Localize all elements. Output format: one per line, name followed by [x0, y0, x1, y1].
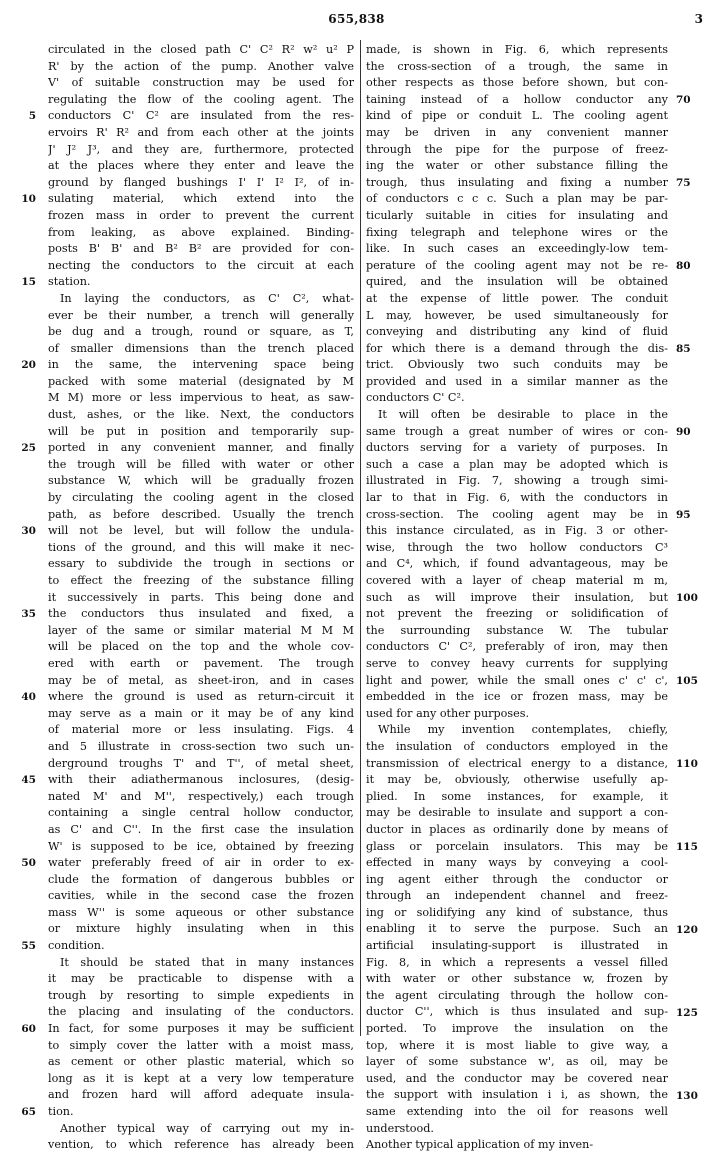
- left-column-line: in the same, the intervening space being: [48, 358, 354, 372]
- right-column-line: provided and used in a similar manner as the: [366, 374, 668, 388]
- left-column-line: and 5 illustrate in cross-section two such un-: [48, 739, 354, 753]
- left-column-line: circulated in the closed path C' C² R² w² u² P: [48, 43, 354, 56]
- right-column-line: layer of some substance w', as oil, may be: [366, 1055, 668, 1069]
- line-number: 55: [21, 940, 36, 953]
- left-column-line: ground by flanged bushings I' I' I² I², of in-: [48, 175, 354, 189]
- left-column-line: ported in any convenient manner, and finally: [48, 441, 354, 455]
- right-column-line: embedded in the ice or frozen mass, may be: [366, 690, 668, 704]
- right-column-line: ductors serving for a variety of purposes. In: [366, 441, 668, 455]
- left-column-line: M M) more or less impervious to heat, as saw-: [48, 391, 354, 405]
- left-column-line: may serve as a main or it may be of any kind: [48, 706, 354, 720]
- left-column-line: with their adiathermanous inclosures, (desig-: [48, 773, 354, 787]
- left-column-line: it may be practicable to dispense with a: [48, 972, 354, 986]
- right-column-line: conveying and distributing any kind of fluid: [366, 325, 668, 339]
- page-header: [0, 12, 713, 30]
- right-column-line: effected in many ways by conveying a cool-: [366, 856, 668, 870]
- right-column-line: covered with a layer of cheap material m m,: [366, 574, 668, 587]
- left-column-line: from leaking, as above explained. Binding-: [48, 225, 354, 239]
- left-column-line: may be of metal, as sheet-iron, and in cases: [48, 673, 354, 687]
- right-column-line: used, and the conductor may be covered near: [366, 1071, 668, 1085]
- left-column-line: as C' and C''. In the first case the insulation: [48, 822, 354, 836]
- left-column-line: where the ground is used as return-circuit it: [48, 690, 354, 704]
- left-column-line: nated M' and M'', respectively,) each trough: [48, 789, 354, 803]
- right-column-line: top, where it is most liable to give way, a: [366, 1038, 668, 1052]
- line-number: 120: [676, 923, 698, 936]
- line-number: 110: [676, 757, 698, 770]
- left-column-line: and frozen hard will afford adequate insula-: [48, 1088, 354, 1102]
- left-column-line: In fact, for some purposes it may be sufficient: [48, 1022, 354, 1036]
- right-column-line: the agent circulating through the hollow con-: [366, 988, 668, 1002]
- right-column-line: fixing telegraph and telephone wires or the: [366, 225, 668, 239]
- left-column-line: R' by the action of the pump. Another valve: [48, 59, 354, 73]
- left-column-line: sulating material, which extend into the: [48, 192, 354, 206]
- left-column-line: dust, ashes, or the like. Next, the conductors: [48, 408, 354, 422]
- left-column-line: In laying the conductors, as C' C², what-: [60, 291, 354, 305]
- left-column-line: water preferably freed of air in order to ex-: [48, 856, 354, 870]
- right-column-line: L may, however, be used simultaneously for: [366, 308, 668, 322]
- patent-number: 655,838: [328, 12, 385, 26]
- left-column-line: path, as before described. Usually the trench: [48, 507, 354, 521]
- line-number: 25: [21, 442, 36, 455]
- right-column-line: the insulation of conductors employed in the: [366, 739, 668, 753]
- right-column-line: quired, and the insulation will be obtained: [366, 275, 668, 289]
- right-column-line: perature of the cooling agent may not be re-: [366, 258, 668, 272]
- line-number: 75: [676, 176, 691, 189]
- left-column-line: Another typical way of carrying out my in-: [60, 1121, 354, 1135]
- left-column-line: it successively in parts. This being done and: [48, 590, 354, 604]
- right-column-line: wise, through the two hollow conductors C³: [366, 540, 668, 554]
- right-column-line: trough, thus insulating and fixing a number: [366, 175, 668, 189]
- line-number: 35: [21, 608, 36, 621]
- left-column-line: tions of the ground, and this will make it nec-: [48, 540, 354, 554]
- line-number: 10: [21, 193, 36, 206]
- left-column-line: of material more or less insulating. Figs. 4: [48, 723, 354, 737]
- right-column-line: lar to that in Fig. 6, with the conductors in: [366, 491, 668, 505]
- left-column-line: derground troughs T' and T'', of metal sheet,: [48, 756, 354, 770]
- right-column: [366, 42, 668, 1154]
- line-number: 105: [676, 674, 698, 687]
- right-column-line: understood.: [366, 1121, 434, 1135]
- right-column-line: illustrated in Fig. 7, showing a trough simi-: [366, 474, 668, 488]
- left-column-line: vention, to which reference has already been: [48, 1138, 354, 1152]
- left-column-line: condition.: [48, 939, 105, 953]
- right-column-line: with water or other substance w, frozen by: [366, 972, 668, 986]
- right-column-line: light and power, while the small ones c' c' c',: [366, 673, 668, 687]
- right-column-line: enabling it to serve the purpose. Such an: [366, 922, 668, 936]
- right-column-line: the cross-section of a trough, the same in: [366, 59, 668, 73]
- line-number: 95: [676, 508, 691, 521]
- right-column-line: like. In such cases an exceedingly-low tem-: [366, 242, 668, 256]
- right-column-line: artificial insulating-support is illustrated in: [366, 939, 668, 953]
- line-number: 90: [676, 425, 691, 438]
- line-number: 50: [21, 857, 36, 870]
- right-column-line: trict. Obviously two such conduits may be: [366, 358, 668, 372]
- right-column-line: taining instead of a hollow conductor any: [366, 92, 668, 106]
- line-number: 125: [676, 1006, 698, 1019]
- right-column-line: conductors C' C², preferably of iron, may then: [366, 640, 668, 654]
- line-number: 45: [21, 774, 36, 787]
- right-column-line: not prevent the freezing or solidification of: [366, 607, 668, 621]
- left-column-line: tion.: [48, 1105, 74, 1118]
- left-column-line: V' of suitable construction may be used for: [48, 76, 354, 90]
- left-column-line: station.: [48, 275, 91, 289]
- left-column-line: will be placed on the top and the whole cov-: [48, 640, 354, 654]
- right-column-line: ing the water or other substance filling the: [366, 159, 668, 173]
- right-column-line: it may be, obviously, otherwise usefully ap-: [366, 773, 668, 787]
- right-column-line: the support with insulation i i, as shown, the: [366, 1088, 668, 1102]
- page-number: 3: [694, 12, 703, 26]
- right-column-line: same extending into the oil for reasons well: [366, 1105, 668, 1118]
- right-column-line: for which there is a demand through the dis-: [366, 341, 668, 355]
- left-column-line: conductors C' C² are insulated from the res-: [48, 109, 354, 123]
- left-column-line: of smaller dimensions than the trench placed: [48, 341, 354, 355]
- right-column-line: Another typical application of my inven-: [366, 1138, 594, 1152]
- left-column-line: It should be stated that in many instances: [60, 955, 354, 969]
- left-column-line: regulating the flow of the cooling agent. The: [48, 92, 354, 106]
- right-column-line: through the pipe for the purpose of freez-: [366, 142, 668, 156]
- left-column-line: frozen mass in order to prevent the current: [48, 208, 354, 222]
- right-column-line: ductor in places as ordinarily done by means of: [366, 822, 668, 836]
- line-number: 60: [21, 1023, 36, 1036]
- left-column-line: containing a single central hollow conductor,: [48, 806, 354, 820]
- right-column-line: plied. In some instances, for example, it: [366, 789, 668, 803]
- right-column-line: ported. To improve the insulation on the: [366, 1022, 668, 1036]
- column-divider: [360, 40, 361, 1036]
- right-column-line: and C⁴, which, if found advantageous, may be: [366, 557, 668, 571]
- right-column-line: cross-section. The cooling agent may be in: [366, 507, 668, 521]
- line-number: 5: [28, 110, 36, 123]
- right-column-line: such a case a plan may be adopted which is: [366, 457, 668, 471]
- left-column-line: to effect the freezing of the substance filling: [48, 574, 354, 587]
- right-column-line: same trough a great number of wires or con-: [366, 424, 668, 438]
- right-column-line: may be driven in any convenient manner: [366, 125, 668, 139]
- right-column-line: may be desirable to insulate and support a con-: [366, 806, 668, 820]
- line-number: 115: [676, 840, 698, 853]
- line-number: 20: [21, 359, 36, 372]
- left-column-line: the conductors thus insulated and fixed, a: [48, 607, 354, 621]
- right-column-line: glass or porcelain insulators. This may be: [366, 839, 668, 853]
- left-column-line: clude the formation of dangerous bubbles or: [48, 872, 354, 886]
- line-number: 15: [21, 276, 36, 289]
- line-number: 130: [676, 1089, 698, 1102]
- right-column-line: other respects as those before shown, but con-: [366, 76, 668, 90]
- right-column-line: It will often be desirable to place in the: [378, 408, 668, 422]
- left-column-line: or mixture highly insulating when in this: [48, 922, 354, 936]
- left-column-line: J' J² J³, and they are, furthermore, protected: [48, 142, 354, 156]
- line-number: 65: [21, 1106, 36, 1119]
- left-column-line: trough by resorting to simple expedients in: [48, 988, 354, 1002]
- right-column-line: this instance circulated, as in Fig. 3 or other-: [366, 524, 668, 538]
- right-column-line: conductors C' C².: [366, 391, 465, 405]
- line-number: 30: [21, 525, 36, 538]
- line-number: 80: [676, 259, 691, 272]
- right-column-line: Fig. 8, in which a represents a vessel filled: [366, 955, 668, 969]
- right-column-line: ductor C'', which is thus insulated and sup-: [366, 1005, 668, 1019]
- right-column-line: the surrounding substance W. The tubular: [366, 623, 668, 637]
- left-column-line: substance W, which will be gradually frozen: [48, 474, 354, 488]
- right-column-line: such as will improve their insulation, but: [366, 590, 668, 604]
- left-column: [48, 42, 354, 1154]
- left-column-line: ever be their number, a trench will generally: [48, 308, 354, 322]
- right-column-line: of conductors c c c. Such a plan may be par-: [366, 192, 668, 206]
- left-column-line: packed with some material (designated by M: [48, 374, 354, 388]
- right-column-line: serve to convey heavy currents for supplying: [366, 656, 668, 670]
- right-column-line: used for any other purposes.: [366, 706, 530, 720]
- left-column-line: to simply cover the latter with a moist mass,: [48, 1038, 354, 1052]
- right-column-line: kind of pipe or conduit L. The cooling agent: [366, 109, 668, 123]
- line-number: 85: [676, 342, 691, 355]
- left-column-line: the trough will be filled with water or other: [48, 457, 354, 471]
- left-column-line: at the places where they enter and leave the: [48, 159, 354, 173]
- line-number: 70: [676, 93, 691, 106]
- right-column-line: at the expense of little power. The conduit: [366, 291, 668, 305]
- left-column-line: as cement or other plastic material, which so: [48, 1055, 354, 1069]
- left-column-line: necting the conductors to the circuit at each: [48, 258, 354, 272]
- left-column-line: essary to subdivide the trough in sections or: [48, 557, 354, 571]
- left-column-line: layer of the same or similar material M M M: [48, 623, 354, 637]
- line-number: 40: [21, 691, 36, 704]
- right-column-line: through an independent channel and freez-: [366, 889, 668, 903]
- right-column-line: While my invention contemplates, chiefly,: [378, 723, 668, 737]
- left-column-line: by circulating the cooling agent in the closed: [48, 491, 354, 505]
- left-column-line: mass W'' is some aqueous or other substance: [48, 905, 354, 919]
- left-column-line: be dug and a trough, round or square, as T,: [48, 325, 354, 339]
- right-column-line: made, is shown in Fig. 6, which represents: [366, 43, 668, 56]
- left-column-line: posts B' B' and B² B² are provided for con-: [48, 242, 354, 256]
- right-column-line: ticularly suitable in cities for insulating and: [366, 208, 668, 222]
- right-column-line: ing or solidifying any kind of substance, thus: [366, 905, 668, 919]
- left-column-line: will not be level, but will follow the undula-: [48, 524, 354, 538]
- left-column-line: the placing and insulating of the conductors.: [48, 1005, 354, 1019]
- right-column-line: ing agent either through the conductor or: [366, 872, 668, 886]
- left-column-line: ervoirs R' R² and from each other at the joints: [48, 125, 354, 139]
- left-column-line: will be put in position and temporarily sup-: [48, 424, 354, 438]
- line-number: 100: [676, 591, 698, 604]
- left-column-line: cavities, while in the second case the frozen: [48, 889, 354, 903]
- left-column-line: long as it is kept at a very low temperature: [48, 1071, 354, 1085]
- right-column-line: transmission of electrical energy to a distance,: [366, 756, 668, 770]
- left-column-line: W' is supposed to be ice, obtained by freezing: [48, 839, 354, 853]
- left-column-line: ered with earth or pavement. The trough: [48, 656, 354, 670]
